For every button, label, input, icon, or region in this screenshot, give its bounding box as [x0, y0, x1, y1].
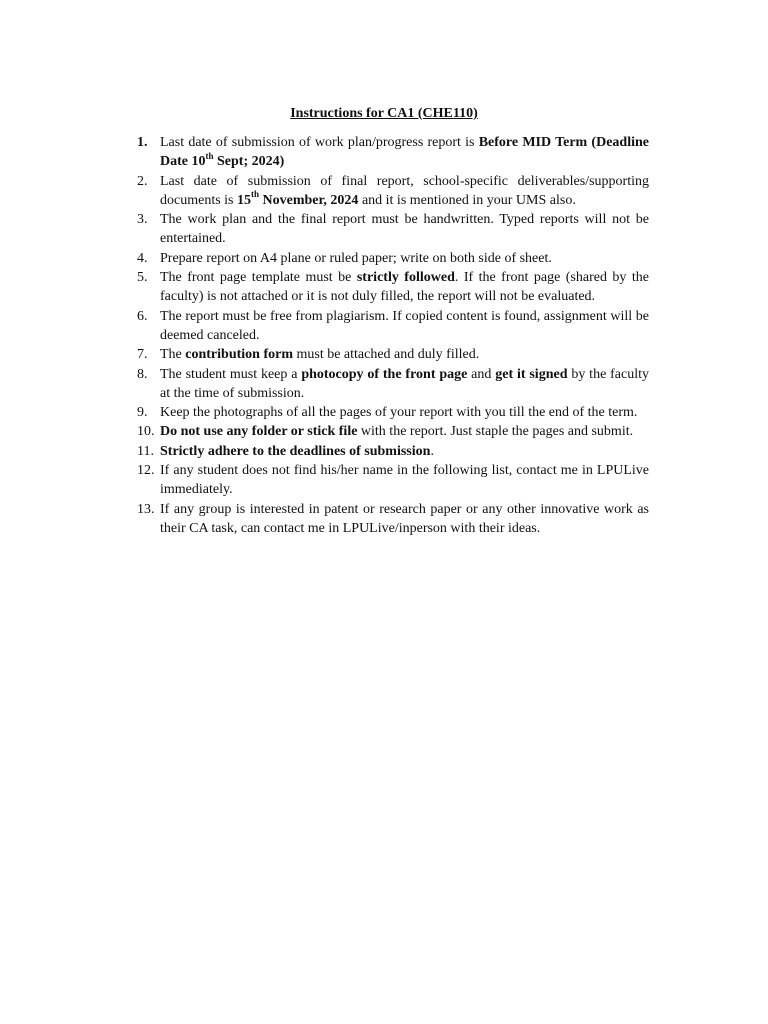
instruction-number: 4.: [137, 250, 148, 266]
instruction-item: [137, 403, 649, 422]
document-title: Instructions for CA1 (CHE110): [290, 106, 478, 121]
instruction-text: Keep the photographs of all the pages of your report with you till the end of the term.: [160, 405, 638, 421]
instruction-text-bold: November, 2024: [259, 192, 359, 208]
instruction-text-bold: Strictly adhere to the deadlines of submission: [160, 443, 431, 459]
instruction-number: 11.: [137, 443, 154, 459]
instruction-number: 1.: [137, 135, 148, 150]
instruction-number: 3.: [137, 212, 148, 228]
instruction-number: 7.: [137, 347, 148, 363]
instruction-text: Last date of submission of final report, school-specific deliverables/supporting documents is: [160, 173, 649, 208]
instruction-text-bold: strictly followed: [356, 270, 455, 286]
instruction-text: The: [160, 347, 186, 363]
instruction-text: The front page template must be: [160, 270, 357, 286]
instruction-text: The work plan and the final report must be handwritten. Typed reports will not be entertained.: [160, 212, 649, 247]
instruction-text-bold: th: [251, 189, 260, 200]
instruction-number: 8.: [137, 366, 148, 382]
instruction-item: [137, 210, 649, 249]
instruction-text: Prepare report on A4 plane or ruled paper; write on both side of sheet.: [160, 250, 552, 266]
instruction-text: and it is mentioned in your UMS also.: [358, 192, 576, 208]
instruction-number: 12.: [137, 463, 155, 479]
instruction-item: [137, 133, 649, 172]
instruction-item: [137, 172, 649, 211]
instruction-item: [137, 307, 649, 346]
instruction-text-bold: 15: [237, 192, 251, 208]
instruction-number: 9.: [137, 405, 148, 421]
instruction-text: The student must keep a: [160, 366, 302, 382]
instruction-text-bold: th: [205, 150, 214, 161]
instruction-text: The report must be free from plagiarism. If copied content is found, assignment will be deemed canceled.: [160, 308, 649, 343]
instruction-number: 10.: [137, 424, 155, 440]
instruction-text-bold: Sept; 2024): [213, 154, 285, 170]
instruction-item: [137, 422, 649, 441]
instruction-text-bold: Before MID Term (Deadline Date 10: [160, 135, 649, 170]
instruction-item: [137, 365, 649, 404]
instructions-list: [137, 133, 649, 538]
instruction-text: with the report. Just staple the pages and submit.: [357, 424, 634, 440]
instruction-number: 6.: [137, 308, 148, 324]
instruction-text: .: [430, 443, 434, 459]
instruction-text: by the faculty at the time of submission.: [160, 366, 649, 401]
instruction-text: Last date of submission of work plan/progress report is: [160, 135, 479, 150]
instruction-item: [137, 461, 649, 500]
instruction-text: must be attached and duly filled.: [292, 347, 480, 363]
instruction-item: [137, 442, 649, 461]
instruction-item: [137, 500, 649, 539]
instruction-text-bold: contribution form: [185, 347, 293, 363]
instruction-text: and: [467, 366, 496, 382]
instruction-number: 5.: [137, 270, 148, 286]
instruction-number: 2.: [137, 173, 148, 189]
instruction-item: [137, 268, 649, 307]
instruction-number: 13.: [137, 501, 155, 517]
instruction-item: [137, 249, 649, 268]
instruction-text-bold: Do not use any folder or stick file: [160, 424, 358, 440]
instruction-text-bold: get it signed: [495, 366, 568, 382]
instruction-text-bold: photocopy of the front page: [301, 366, 468, 382]
instruction-text: If any student does not find his/her name in the following list, contact me in LPULive immediately.: [160, 463, 649, 498]
instruction-item: [137, 345, 649, 364]
instruction-text: If any group is interested in patent or research paper or any other innovative work as their CA task, can contact me in LPULive/inperson with their ideas.: [160, 501, 649, 536]
instruction-text: . If the front page (shared by the faculty) is not attached or it is not duly filled, the report will not be evaluated.: [160, 270, 649, 305]
